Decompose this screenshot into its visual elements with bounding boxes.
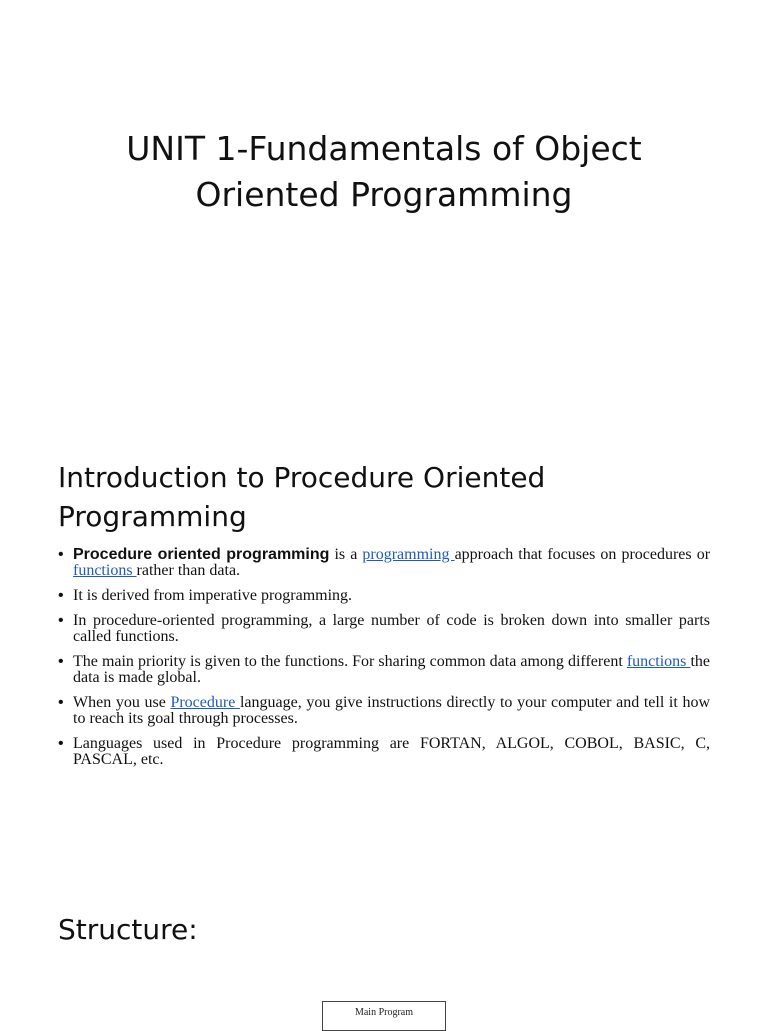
bullet-icon: • <box>58 735 64 752</box>
bullet-5-text-b: language, you give instructions directly to your computer and tell it how to reach its goal through processes. <box>73 694 710 727</box>
bullet-item-3 <box>58 613 710 645</box>
slide-title-line-1: UNIT 1-Fundamentals of Object <box>126 129 642 168</box>
main-program-box: Main Program <box>322 1001 446 1031</box>
bullet-4-text-a: The main priority is given to the functions. For sharing common data among different <box>73 653 627 670</box>
bullet-item-1 <box>58 547 710 579</box>
bullet-icon: • <box>58 587 64 604</box>
bullet-3-text: In procedure-oriented programming, a large number of code is broken down into smaller parts called functions. <box>73 612 710 645</box>
functions-link[interactable]: functions <box>73 562 137 579</box>
bullet-2-text: It is derived from imperative programming. <box>73 587 353 604</box>
bullet-1-lead: Procedure oriented programming <box>73 546 330 563</box>
slide-title <box>0 126 768 218</box>
functions-link-2[interactable]: functions <box>626 653 691 670</box>
bullet-icon: • <box>58 546 64 563</box>
bullet-5-text-a: When you use <box>73 694 171 711</box>
bullet-item-5 <box>58 695 710 727</box>
bullet-1-text-b: approach that focuses on procedures or <box>454 546 711 563</box>
intro-heading-line-1: Introduction to Procedure Oriented <box>58 461 546 494</box>
intro-heading <box>58 458 718 536</box>
slide-title-line-2: Oriented Programming <box>195 175 573 214</box>
bullet-icon: • <box>58 653 64 670</box>
bullet-1-text-a: is a <box>329 546 363 563</box>
bullet-6-text: Languages used in Procedure programming are FORTAN, ALGOL, COBOL, BASIC, C, PASCAL, etc. <box>73 735 710 768</box>
intro-heading-line-2: Programming <box>58 500 247 533</box>
bullet-item-4 <box>58 654 710 686</box>
intro-bullet-list <box>58 547 710 777</box>
bullet-icon: • <box>58 612 64 629</box>
structure-heading: Structure: <box>58 913 198 946</box>
bullet-icon: • <box>58 694 64 711</box>
bullet-item-2 <box>58 588 710 604</box>
bullet-item-6 <box>58 736 710 768</box>
bullet-4-text-b: the data is made global. <box>73 653 711 686</box>
procedure-link[interactable]: Procedure <box>170 694 240 711</box>
bullet-1-text-c: rather than data. <box>136 562 241 579</box>
programming-link[interactable]: programming <box>362 546 455 563</box>
